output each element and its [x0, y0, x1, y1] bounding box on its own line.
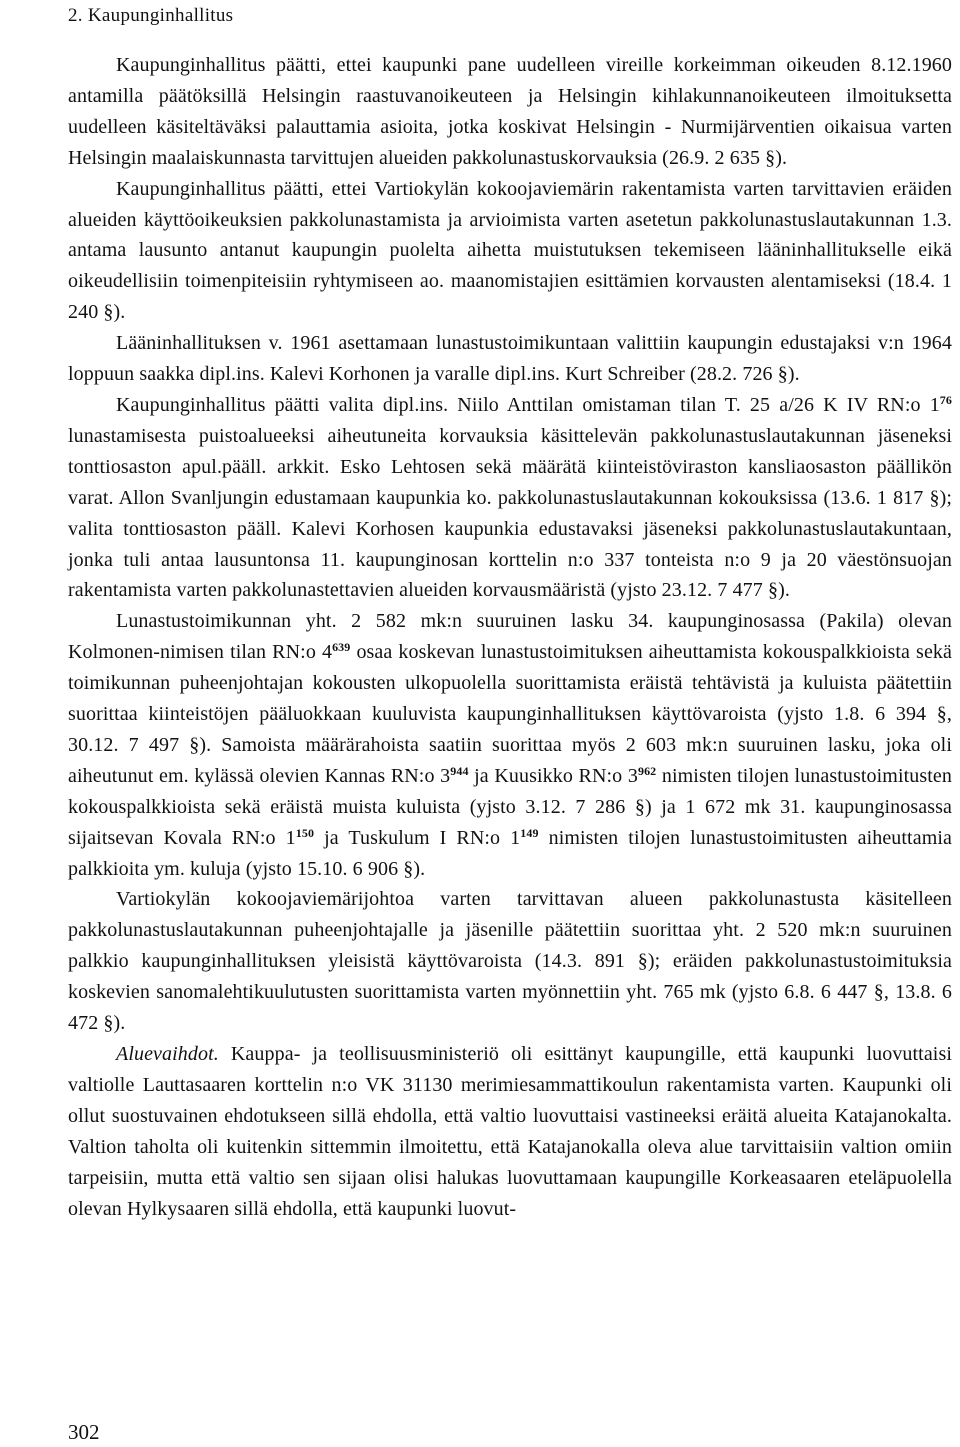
paragraph-5-text-b: osaa koskevan lunastustoimituksen aiheuttamista kokouspalkkioista sekä toimikunnan puheenjohtajan kokousten ulkopuolella suorittamista eräistä tehtävistä ja kuluista päätettiin suorittaa kiinteistöjen pääluokkaan kuuluvista kaupunginhallituksen käyttövaroista (yjsto 1.8. 6 394 §, 30.12. 7 497 §). Samoista määrärahoista saatiin suorittaa myös 2 603 mk:n suuruinen lasku, joka oli aiheutunut em. kylässä olevien Kannas RN:o 3	[68, 641, 952, 787]
paragraph-5-text-f: nimisten tilojen lunastustoimitusten aiheuttamia palkkioita ym. kuluja (yjsto 15.10. 6 906 §).	[68, 826, 952, 880]
paragraph-5	[68, 606, 952, 884]
superscript: 76	[939, 392, 952, 407]
superscript: 149	[520, 825, 539, 840]
paragraph-3: Lääninhallituksen v. 1961 asettamaan lunastustoimikuntaan valittiin kaupungin edustajaksi v:n 1964 loppuun saakka dipl.ins. Kalevi Korhonen ja varalle dipl.ins. Kurt Schreiber (28.2. 726 §).	[68, 332, 952, 386]
paragraph-6: Vartiokylän kokoojaviemärijohtoa varten tarvittavan alueen pakkolunastusta käsitelleen pakkolunastuslautakunnan puheenjohtajalle ja jäsenille päätettiin suorittaa yht. 2 520 mk:n suuruinen palkkio kaupunginhallituksen yleisistä käyttövaroista (14.3. 891 §); eräiden pakkolunastustoimituksia koskevien sanomalehtikuulutusten suorittamista varten myönnettiin yht. 765 mk (yjsto 6.8. 6 447 §, 13.8. 6 472 §).	[68, 888, 952, 1035]
page-number: 302	[68, 1420, 100, 1444]
paragraph-5-text-a: Lunastustoimikunnan yht. 2 582 mk:n suuruinen lasku 34. kaupunginosassa (Pakila) olevan Kolmonen-nimisen tilan RN:o 4	[68, 610, 952, 664]
paragraph-4	[68, 390, 952, 606]
document-body	[68, 50, 952, 1224]
superscript: 639	[332, 640, 351, 655]
paragraph-5-text-e: ja Tuskulum I RN:o 1	[314, 826, 521, 849]
paragraph-2: Kaupunginhallitus päätti, ettei Vartiokylän kokoojaviemärin rakentamista varten tarvittavien eräiden alueiden käyttöoikeuksien pakkolunastamista ja arvioimista varten asetetun pakkolunastuslautakunnan 1.3. antama lausunto antanut kaupungin puolelta aihetta muistutuksen tekemiseen lääninhallitukselle eikä oikeudellisiin toimenpiteisiin ryhtymiseen ao. maanomistajien esittämien korvausten alentamiseksi (18.4. 1 240 §).	[68, 177, 952, 324]
superscript: 150	[295, 825, 315, 840]
paragraph-7-text: Kauppa- ja teollisuusministeriö oli esittänyt kaupungille, että kaupunki luovuttaisi valtiolle Lauttasaaren korttelin n:o VK 31130 merimiesammattikoulun rakentamista varten. Kaupunki oli ollut suostuvainen ehdotukseen sillä ehdolla, että valtio luovuttaisi vastineeksi eräitä alueita Katajanokalta. Valtion taholta oli kuitenkin sittemmin ilmoitettu, että Katajanokalla oleva alue tarvittaisiin valtion omiin tarpeisiin, mutta että valtio sen sijaan olisi halukas luovuttamaan kaupungille Korkeasaaren eteläpuolella olevan Hylkysaaren sillä ehdolla, että kaupunki luovut-	[68, 1043, 952, 1220]
section-header: 2. Kaupunginhallitus	[68, 5, 234, 26]
superscript: 944	[450, 763, 469, 778]
paragraph-7	[68, 1039, 952, 1224]
superscript: 962	[637, 763, 657, 778]
paragraph-1: Kaupunginhallitus päätti, ettei kaupunki pane uudelleen vireille korkeimman oikeuden 8.12.1960 antamilla päätöksillä Helsingin raastuvanoikeuteen ja Helsingin kihlakunnanoikeuteen ilmoituksetta uudelleen käsiteltäväksi palauttamia asioita, jotka koskivat Helsingin - Nurmijärventien oikaisua varten Helsingin maalaiskunnasta tarvittujen alueiden pakkolunastuskorvauksia (26.9. 2 635 §).	[68, 54, 952, 169]
paragraph-5-text-c: ja Kuusikko RN:o 3	[468, 764, 638, 787]
paragraph-5-text-d: nimisten tilojen lunastustoimitusten kokouspalkkioista sekä eräistä muista kuluista (yjsto 3.12. 7 286 §) ja 1 672 mk 31. kaupunginosassa sijaitsevan Kovala RN:o 1	[68, 764, 952, 849]
paragraph-4-text-b: lunastamisesta puistoalueeksi aiheutuneita korvauksia käsittelevän pakkolunastuslautakunnan jäseneksi tonttiosaston apul.pääll. arkkit. Esko Lehtosen sekä määrätä kiinteistöviraston kansliaosaston päällikön varat. Allon Svanljungin edustamaan kaupunkia ko. pakkolunastuslautakunnan kokouksissa (13.6. 1 817 §); valita tonttiosaston pääll. Kalevi Korhosen kaupunkia edustavaksi jäseneksi pakkolunastuslautakuntaan, jonka tuli antaa lausuntonsa 11. kaupunginosan korttelin n:o 337 tonteista n:o 9 ja 20 väestönsuojan rakentamista varten pakkolunastettavien alueiden korvausmääristä (yjsto 23.12. 7 477 §).	[68, 424, 952, 602]
section-subtitle: Aluevaihdot.	[116, 1043, 219, 1065]
paragraph-4-text-a: Kaupunginhallitus päätti valita dipl.ins. Niilo Anttilan omistaman tilan T. 25 a/26 K IV RN:o 1	[116, 393, 940, 416]
